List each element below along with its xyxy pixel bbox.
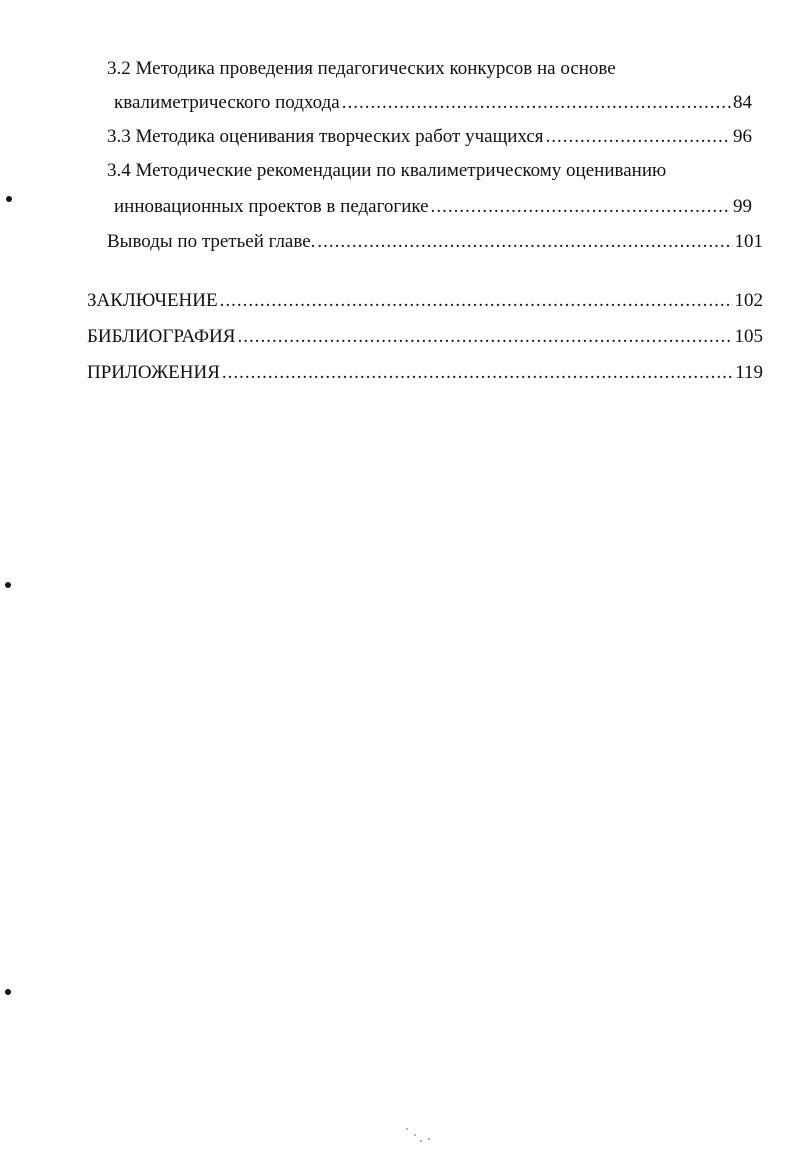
toc-leader-dots <box>342 91 731 115</box>
toc-page-number: 119 <box>735 362 763 383</box>
toc-page-number: 99 <box>733 196 752 217</box>
toc-item-chapter3-conclusions[interactable] <box>107 230 763 254</box>
toc-leader-dots <box>220 289 733 313</box>
toc-leader-dots <box>431 195 731 219</box>
scan-speck <box>420 1140 422 1142</box>
toc-item-appendices[interactable] <box>87 361 763 385</box>
toc-page-number: 84 <box>733 92 752 113</box>
punch-hole-mark <box>6 196 12 202</box>
toc-item-label: БИБЛИОГРАФИЯ <box>87 326 236 347</box>
toc-item-label: Выводы по третьей главе. <box>107 231 316 252</box>
toc-item-conclusion[interactable] <box>87 289 763 313</box>
toc-item-3-2[interactable] <box>114 91 752 115</box>
toc-item-bibliography[interactable] <box>87 325 763 349</box>
toc-page-number: 96 <box>733 126 752 147</box>
punch-hole-mark <box>5 582 11 588</box>
toc-page-number: 102 <box>734 290 763 311</box>
toc-item-label: инновационных проектов в педагогике <box>114 196 429 217</box>
toc-leader-dots <box>222 361 733 385</box>
toc-leader-dots <box>546 125 732 149</box>
toc-item-label: ЗАКЛЮЧЕНИЕ <box>87 290 218 311</box>
toc-item-3-3[interactable] <box>107 125 752 149</box>
scan-speck <box>428 1138 430 1140</box>
toc-item-label: 3.3 Методика оценивания творческих работ учащихся <box>107 126 544 147</box>
toc-leader-dots <box>237 325 732 349</box>
toc-item-3-4[interactable] <box>114 195 752 219</box>
scan-speck <box>414 1134 416 1136</box>
toc-item-3-2-title-line1: 3.2 Методика проведения педагогических конкурсов на основе <box>107 58 616 79</box>
toc-item-label: квалиметрического подхода <box>114 92 340 113</box>
toc-leader-dots <box>317 230 732 254</box>
toc-item-3-4-title-line1: 3.4 Методические рекомендации по квалиметрическому оцениванию <box>107 160 667 181</box>
punch-hole-mark <box>5 989 11 995</box>
toc-item-label: ПРИЛОЖЕНИЯ <box>87 362 220 383</box>
toc-page-number: 105 <box>734 326 763 347</box>
toc-page-number: 101 <box>734 231 763 252</box>
scan-speck <box>406 1128 408 1130</box>
